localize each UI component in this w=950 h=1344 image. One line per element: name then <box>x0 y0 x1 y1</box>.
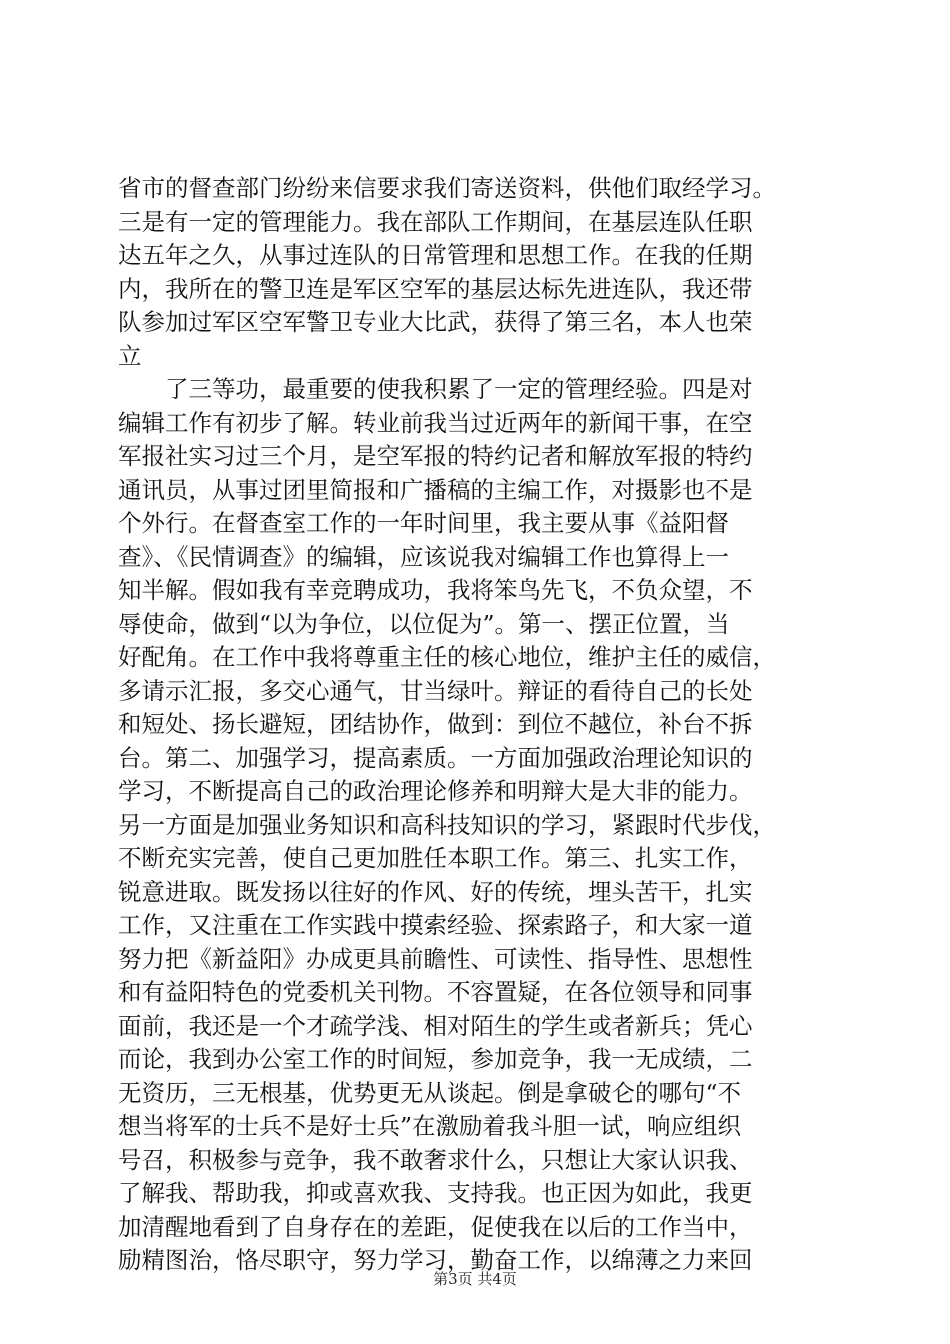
text-line: 和短处、扬长避短，团结协作，做到：到位不越位，补台不拆 <box>118 710 753 738</box>
text-line: 面前，我还是一个才疏学浅、相对陌生的学生或者新兵；凭心 <box>118 1011 753 1040</box>
text-line: 努力把《新益阳》办成更具前瞻性、可读性、指导性、思想性 <box>118 944 753 973</box>
text-line: 辱使命，做到“以为争位，以位促为”。第一、摆正位置，当 <box>118 609 730 638</box>
text-line: 和有益阳特色的党委机关刊物。不容置疑，在各位领导和同事 <box>118 978 753 1006</box>
text-line: 台。第二、加强学习，提高素质。一方面加强政治理论知识的 <box>118 743 753 772</box>
text-line: 省市的督查部门纷纷来信要求我们寄送资料，供他们取经学习。 <box>118 174 776 202</box>
text-line: 内，我所在的警卫连是军区空军的基层达标先进连队，我还带 <box>118 274 753 303</box>
text-line: 立 <box>118 341 142 370</box>
text-line: 不断充实完善，使自己更加胜任本职工作。第三、扎实工作， <box>118 844 753 872</box>
text-line: 学习，不断提高自己的政治理论修养和明辩大是大非的能力。 <box>118 777 753 805</box>
text-line: 想当将军的士兵不是好士兵”在激励着我斗胆一试，响应组织 <box>118 1112 742 1140</box>
text-line: 通讯员，从事过团里简报和广播稿的主编工作，对摄影也不是 <box>118 475 753 504</box>
text-line: 军报社实习过三个月，是空军报的特约记者和解放军报的特约 <box>118 442 753 470</box>
text-line: 而论，我到办公室工作的时间短，参加竞争，我一无成绩，二 <box>118 1045 753 1073</box>
text-line: 队参加过军区空军警卫专业大比武，获得了第三名，本人也荣 <box>118 308 753 336</box>
text-line: 了解我、帮助我，抑或喜欢我、支持我。也正因为如此，我更 <box>118 1179 753 1207</box>
text-line: 多请示汇报，多交心通气，甘当绿叶。辩证的看待自己的长处 <box>118 676 753 705</box>
text-line: 号召，积极参与竞争，我不敢奢求什么，只想让大家认识我、 <box>118 1145 753 1174</box>
text-line: 加清醒地看到了自身存在的差距，促使我在以后的工作当中， <box>118 1212 753 1241</box>
text-line: 励精图治，恪尽职守，努力学习，勤奋工作，以绵薄之力来回 <box>118 1246 753 1274</box>
text-line: 三是有一定的管理能力。我在部队工作期间，在基层连队任职 <box>118 207 753 236</box>
text-line: 好配角。在工作中我将尊重主任的核心地位，维护主任的威信， <box>118 643 776 671</box>
text-line: 编辑工作有初步了解。转业前我当过近两年的新闻干事，在空 <box>118 408 753 437</box>
text-line: 达五年之久，从事过连队的日常管理和思想工作。在我的任期 <box>118 241 753 269</box>
body-text <box>118 172 838 1278</box>
text-line: 工作，又注重在工作实践中摸索经验、探索路子，和大家一道 <box>118 911 753 939</box>
paragraph-first-line: 了三等功，最重要的使我积累了一定的管理经验。四是对 <box>165 375 753 403</box>
text-line: 无资历，三无根基，优势更无从谈起。倒是拿破仑的哪句“不 <box>118 1078 742 1107</box>
text-line: 个外行。在督查室工作的一年时间里，我主要从事《益阳督 <box>118 509 729 537</box>
text-line: 另一方面是加强业务知识和高科技知识的学习，紧跟时代步伐， <box>118 810 776 839</box>
text-line: 查》、《民情调查》的编辑，应该说我对编辑工作也算得上一 <box>118 542 729 571</box>
page-number-footer: 第3页 共4页 <box>433 1270 517 1288</box>
text-line: 知半解。假如我有幸竞聘成功，我将笨鸟先飞，不负众望，不 <box>118 576 753 604</box>
text-line: 锐意进取。既发扬以往好的作风、好的传统，埋头苦干，扎实 <box>118 877 753 906</box>
